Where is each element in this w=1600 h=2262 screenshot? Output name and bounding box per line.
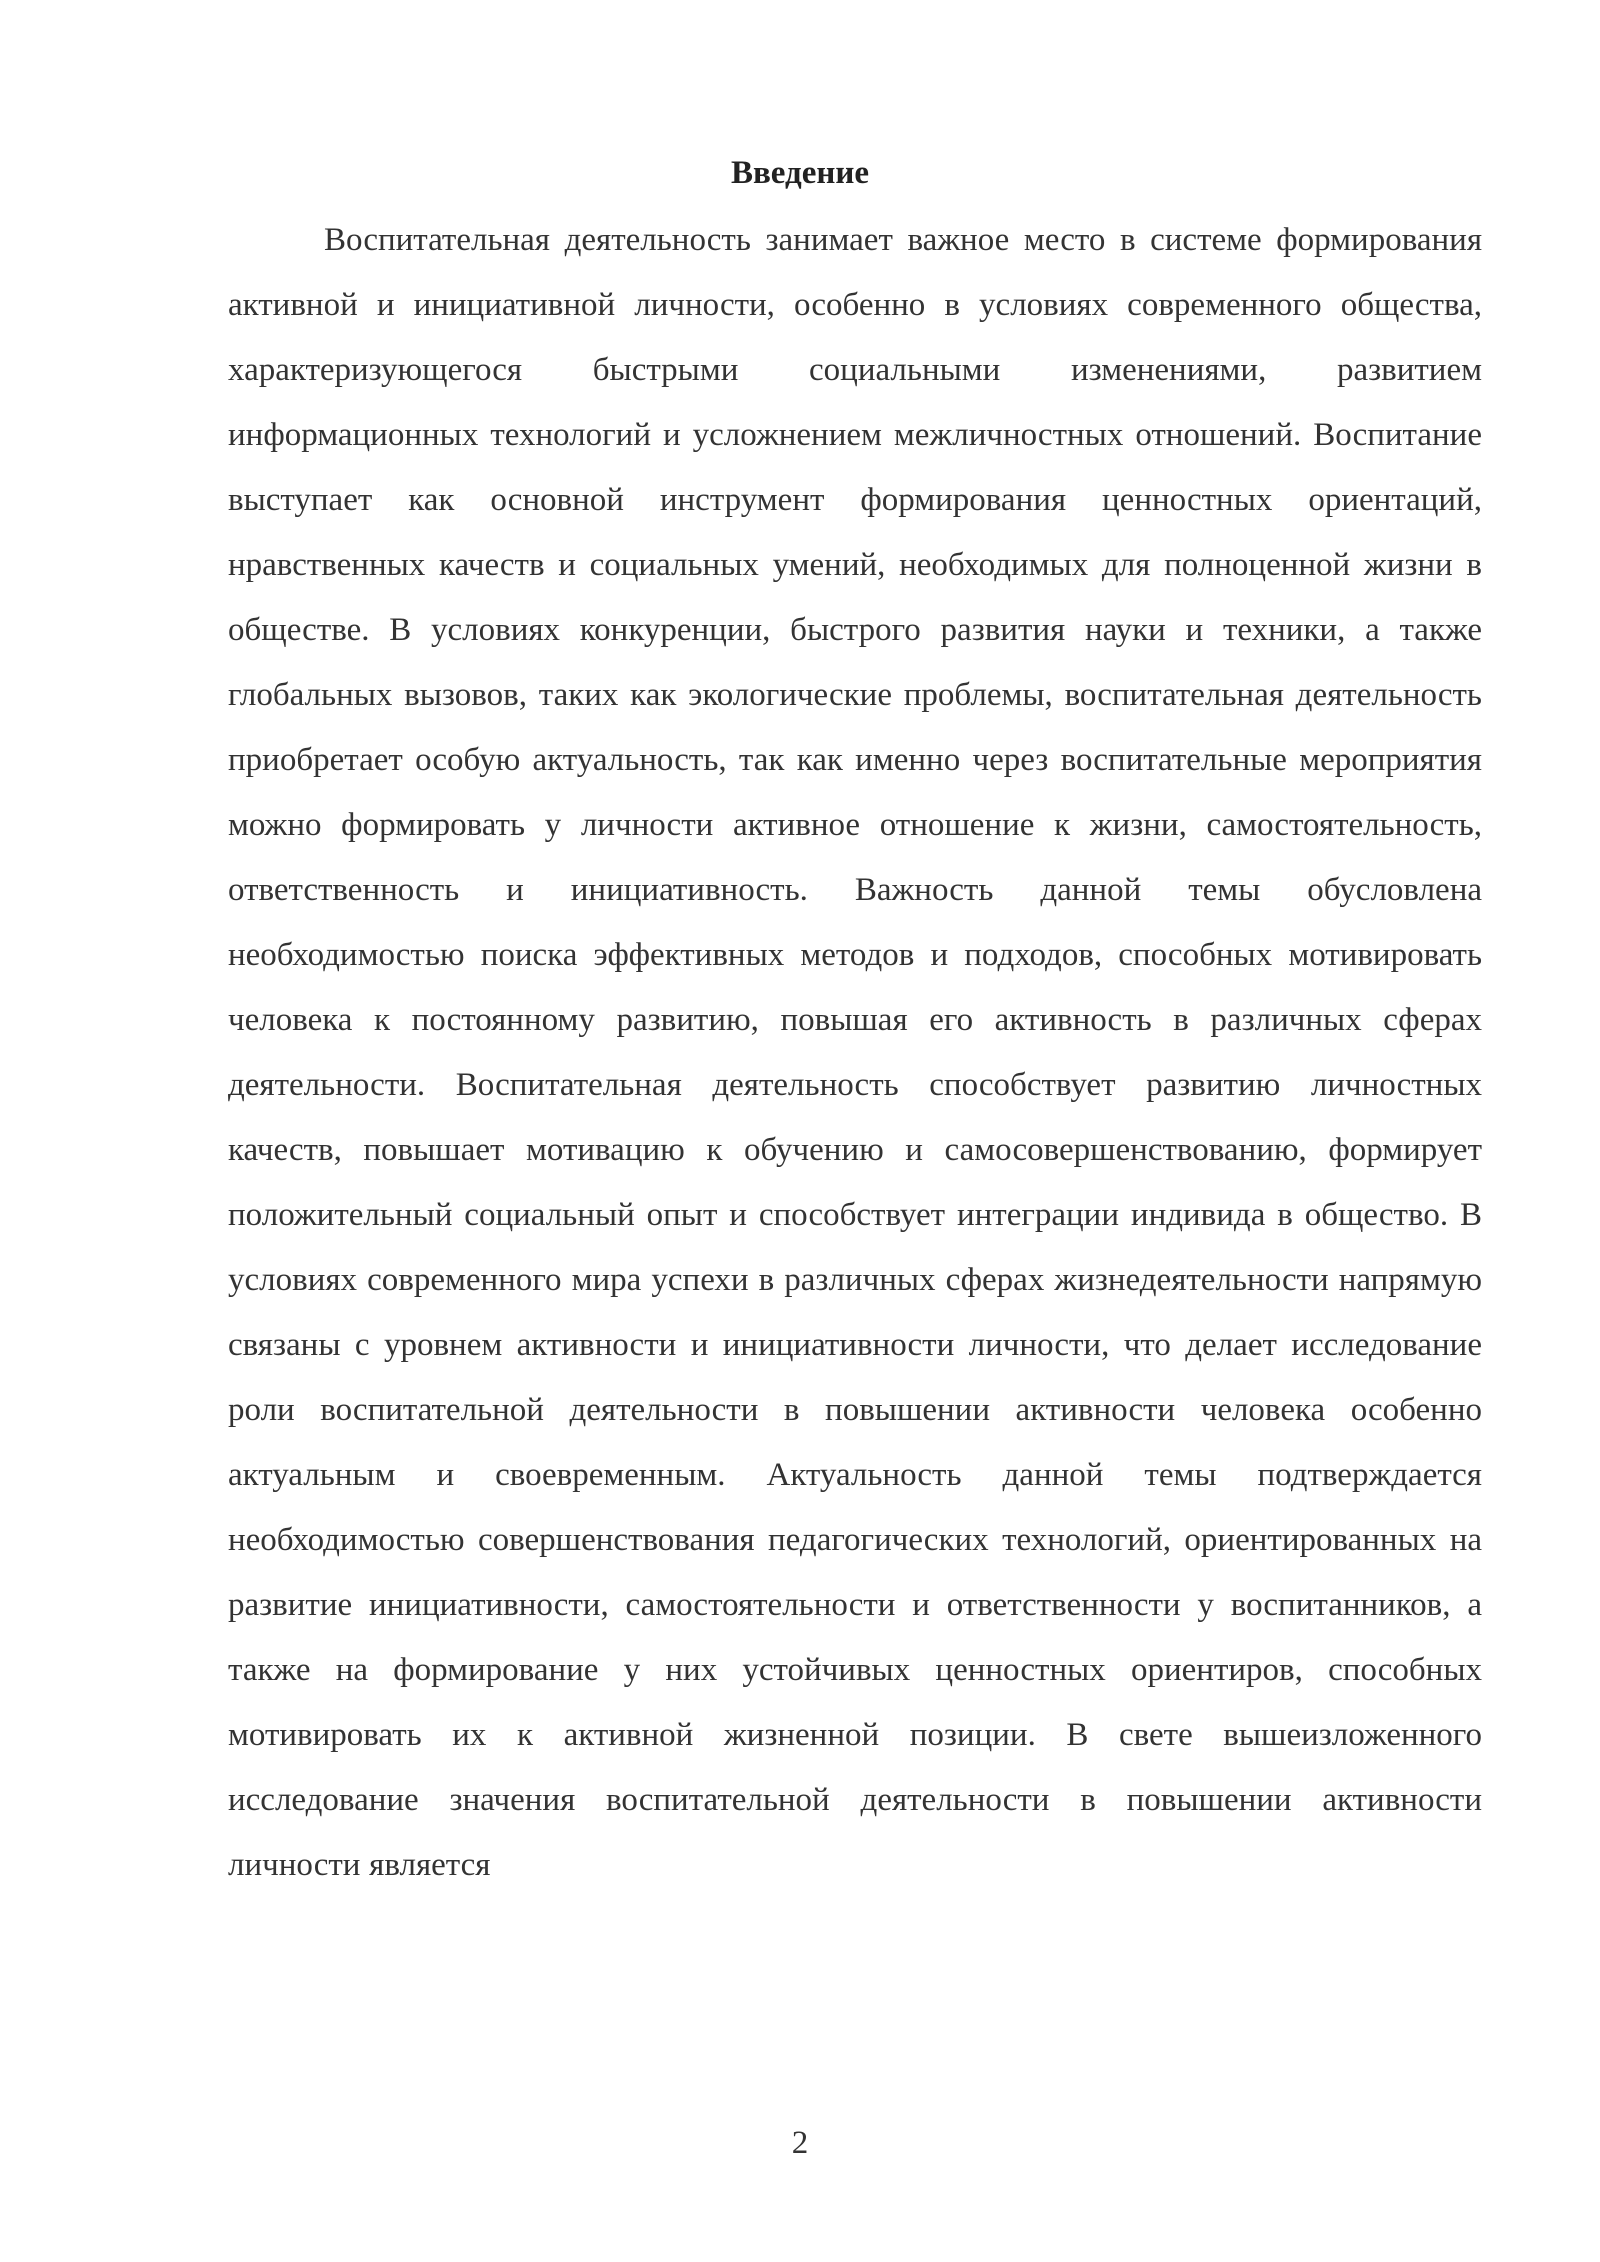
section-heading: Введение <box>730 155 870 191</box>
page-number: 2 <box>791 2125 809 2161</box>
body-paragraph: Воспитательная деятельность занимает важное место в системе формирования активной и инициативной личности, особенно в условиях современного общества, характеризующегося быстрыми социальными изменениями, развитием информационных технологий и усложнением межличностных отношений. Воспитание выступает как основной инструмент формирования ценностных ориентаций, нравственных качеств и социальных умений, необходимых для полноценной жизни в обществе. В условиях конкуренции, быстрого развития науки и техники, а также глобальных вызовов, таких как экологические проблемы, воспитательная деятельность приобретает особую актуальность, так как именно через воспитательные мероприятия можно формировать у личности активное отношение к жизни, самостоятельность, ответственность и инициативность. Важность данной темы обусловлена необходимостью поиска эффективных методов и подходов, способных мотивировать человека к постоянному развитию, повышая его активность в различных сферах деятельности. Воспитательная деятельность способствует развитию личностных качеств, повышает мотивацию к обучению и самосовершенствованию, формирует положительный социальный опыт и способствует интеграции индивида в общество. В условиях современного мира успехи в различных сферах жизнедеятельности напрямую связаны с уровнем активности и инициативности личности, что делает исследование роли воспитательной деятельности в повышении активности человека особенно актуальным и своевременным. Актуальность данной темы подтверждается необходимостью совершенствования педагогических технологий, ориентированных на развитие инициативности, самостоятельности и ответственности у воспитанников, а также на формирование у них устойчивых ценностных ориентиров, способных мотивировать их к активной жизненной позиции. В свете вышеизложенного исследование значения воспитательной деятельности в повышении активности личности является <box>228 222 1482 1883</box>
